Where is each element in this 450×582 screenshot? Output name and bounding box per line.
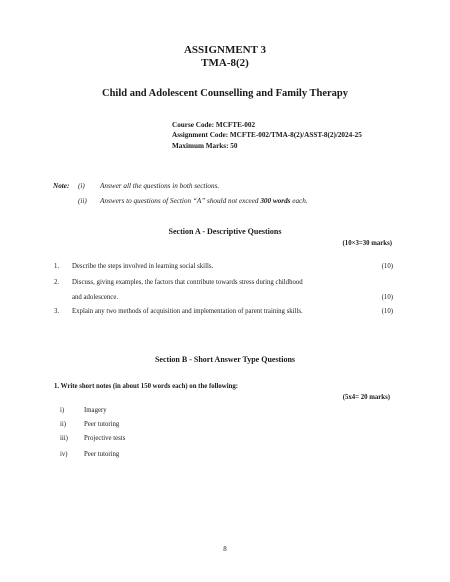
subject-title: Child and Adolescent Counselling and Family Therapy [101,88,349,99]
question-item [54,278,393,304]
list-item-text: Peer tutoring [84,451,120,458]
list-item-text: Imagery [84,407,107,414]
note-item-text: Answer all the questions in both sections. [100,182,220,190]
note-word-limit: 300 words [260,197,291,205]
question-number: 1. [54,263,60,270]
list-item [60,450,260,462]
section-b-question: 1. Write short notes (in about 150 words each) on the following: [54,383,239,390]
note-text-part: each. [290,197,308,205]
assignment-code: Assignment Code: MCFTE-002/TMA-8(2)/ASST-8(2)/2024-25 [172,131,362,140]
question-marks: (10) [381,294,393,301]
question-number: 3. [54,308,60,315]
maximum-marks: Maximum Marks: 50 [172,141,238,150]
list-item-number: iii) [60,435,68,442]
list-item [60,420,260,432]
list-item-number: ii) [60,421,67,428]
note-item-num: (ii) [78,197,87,205]
question-marks: (10) [381,308,393,315]
list-item-number: i) [60,407,65,414]
section-a-marks: (10×3=30 marks) [342,240,392,247]
list-item-number: iv) [60,451,68,458]
note-text-part: Answers to questions of Section “A” should not exceed [100,197,261,205]
list-item [60,406,260,418]
course-code: Course Code: MCFTE-002 [172,121,256,129]
assignment-title: ASSIGNMENT 3 [183,44,266,56]
question-number: 2. [54,279,60,286]
list-item-text: Peer tutoring [84,421,120,428]
question-text: Explain any two methods of acquisition and implementation of parent training skills. [72,308,303,315]
note-item-text [100,196,308,206]
page-number: 8 [223,545,227,553]
question-item [54,262,393,274]
question-text: Discuss, giving examples, the factors that contribute towards stress during childhood [72,279,303,286]
question-marks: (10) [381,263,393,270]
note-label: Note: [53,182,70,190]
question-text: Describe the steps involved in learning social skills. [72,263,214,270]
section-a-heading: Section A - Descriptive Questions [168,227,282,236]
list-item [60,434,260,446]
course-codes-block [172,120,362,151]
tma-title: TMA-8(2) [201,57,249,69]
list-item-text: Projective tests [84,435,126,442]
note-item-num: (i) [78,182,85,190]
question-text-continued: and adolescence. [72,294,119,301]
section-b-marks: (5x4= 20 marks) [342,394,390,401]
section-b-heading: Section B - Short Answer Type Questions [154,355,295,364]
question-item [54,307,393,319]
